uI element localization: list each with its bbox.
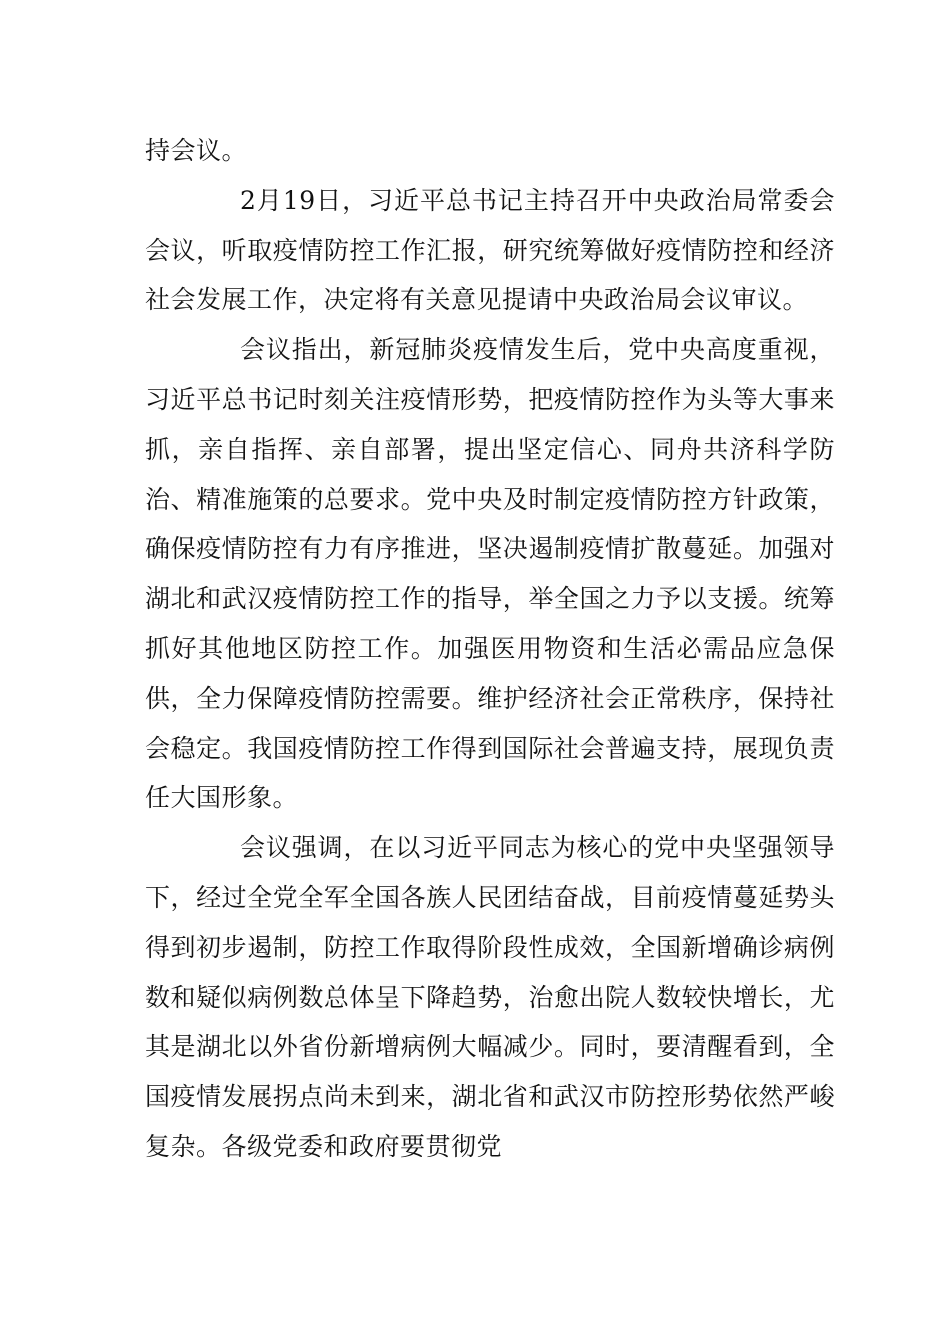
paragraph-3: 会议指出，新冠肺炎疫情发生后，党中央高度重视，习近平总书记时刻关注疫情形势，把疫情防控作为头等大事来抓，亲自指挥、亲自部署，提出坚定信心、同舟共济科学防治、精准施策的总要求。党中央及时制定疫情防控方针政策，确保疫情防控有力有序推进，坚决遏制疫情扩散蔓延。加强对湖北和武汉疫情防控工作的指导，举全国之力予以支援。统筹抓好其他地区防控工作。加强医用物资和生活必需品应急保供，全力保障疫情防控需要。维护经济社会正常秩序，保持社会稳定。我国疫情防控工作得到国际社会普遍支持，展现负责任大国形象。 [145,335,835,813]
body-text [145,126,835,1172]
paragraph-1: 持会议。 [145,136,248,165]
paragraph-2: 2月19日，习近平总书记主持召开中央政治局常委会会议，听取疫情防控工作汇报，研究统筹做好疫情防控和经济社会发展工作，决定将有关意见提请中央政治局会议审议。 [145,185,835,315]
paragraph-4: 会议强调，在以习近平同志为核心的党中央坚强领导下，经过全党全军全国各族人民团结奋战，目前疫情蔓延势头得到初步遏制，防控工作取得阶段性成效，全国新增确诊病例数和疑似病例数总体呈下降趋势，治愈出院人数较快增长，尤其是湖北以外省份新增病例大幅减少。同时，要清醒看到，全国疫情发展拐点尚未到来，湖北省和武汉市防控形势依然严峻复杂。各级党委和政府要贯彻党 [145,833,835,1161]
